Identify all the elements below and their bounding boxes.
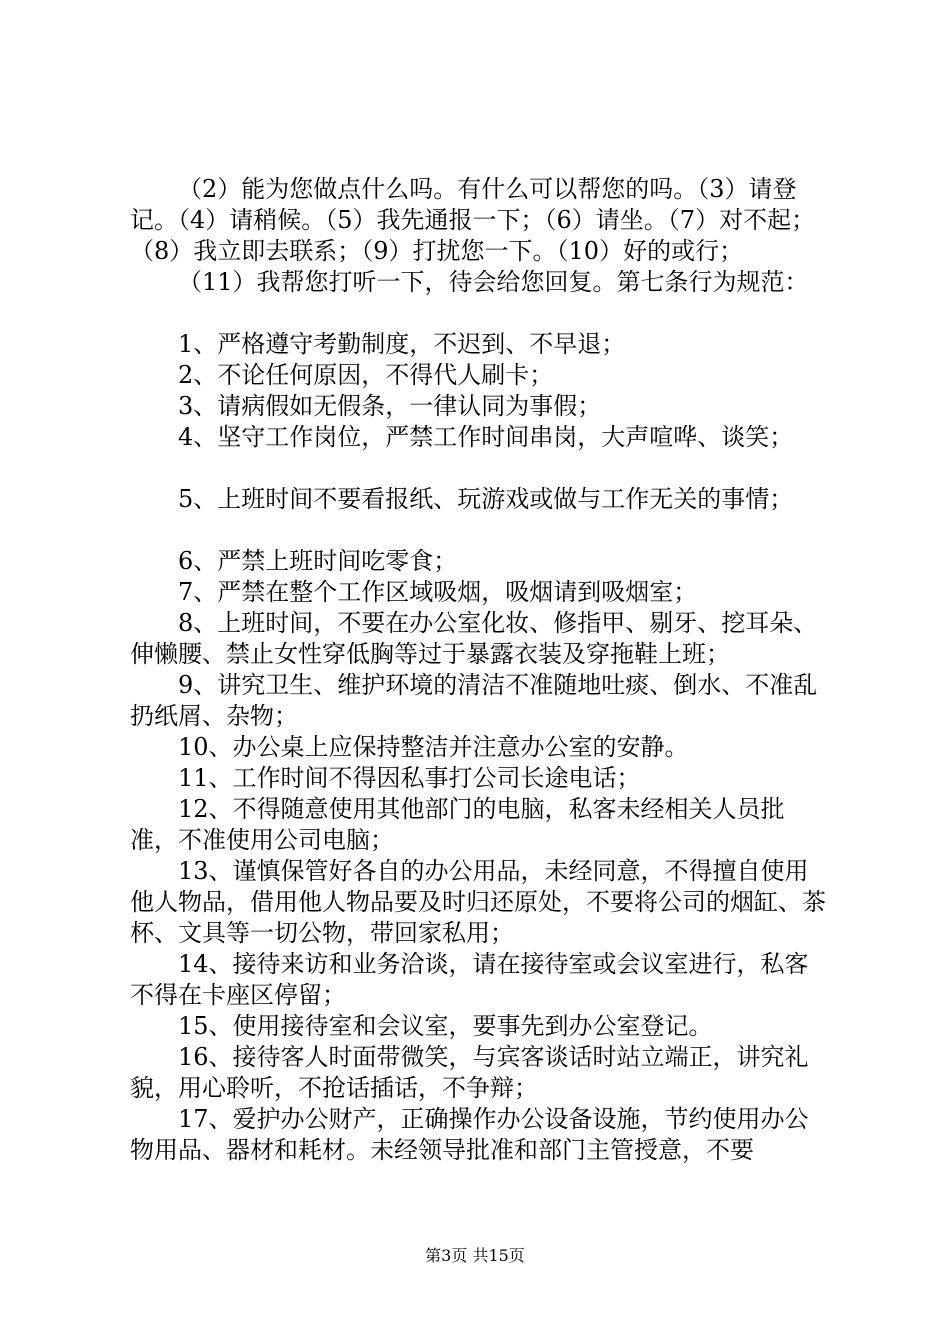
rule-item-12: 12、不得随意使用其他部门的电脑，私客未经相关人员批准，不准使用公司电脑； xyxy=(130,795,785,854)
rule-item-17: 17、爱护办公财产，正确操作办公设备设施，节约使用办公物用品、器材和耗材。未经领导批准和部门主管授意，不要 xyxy=(130,1105,809,1164)
rule-item-8: 8、上班时间，不要在办公室化妆、修指甲、剔牙、挖耳朵、伸懒腰、禁止女性穿低胸等过于暴露衣装及穿拖鞋上班； xyxy=(130,609,818,668)
rule-item-7: 7、严禁在整个工作区域吸烟，吸烟请到吸烟室； xyxy=(178,578,698,606)
rule-item-15: 15、使用接待室和会议室，要事先到办公室登记。 xyxy=(178,1012,713,1040)
page-number-footer: 第3页 共15页 xyxy=(425,1246,525,1265)
rule-item-10: 10、办公桌上应保持整洁并注意办公室的安静。 xyxy=(178,733,689,761)
rule-item-13: 13、谨慎保管好各自的办公用品，未经同意，不得擅自使用他人物品，借用他人物品要及时归还原处，不要将公司的烟缸、茶杯、文具等一切公物，带回家私用； xyxy=(130,857,826,947)
rule-item-11: 11、工作时间不得因私事打公司长途电话； xyxy=(178,764,641,792)
paragraph-courtesy-phrases: （2）能为您做点什么吗。有什么可以帮您的吗。（3）请登记。（4）请稍候。（5）我先通报一下；（6）请坐。（7）对不起；（8）我立即去联系；（9）打扰您一下。（10）好的或行； xyxy=(130,175,816,265)
document-body xyxy=(130,174,830,1166)
rule-item-6: 6、严禁上班时间吃零食； xyxy=(178,547,458,575)
rule-item-16: 16、接待客人时面带微笑，与宾客谈话时站立端正，讲究礼貌，用心聆听，不抢话插话，不争辩； xyxy=(130,1043,809,1102)
rule-item-1: 1、严格遵守考勤制度，不迟到、不早退； xyxy=(178,330,626,358)
paragraph-courtesy-phrases-cont: （11）我帮您打听一下，待会给您回复。第七条行为规范： xyxy=(178,268,809,296)
rule-item-5: 5、上班时间不要看报纸、玩游戏或做与工作无关的事情； xyxy=(178,485,794,513)
rule-item-2: 2、不论任何原因，不得代人刷卡； xyxy=(178,361,554,389)
rule-item-3: 3、请病假如无假条，一律认同为事假； xyxy=(178,392,602,420)
rule-item-9: 9、讲究卫生、维护环境的清洁不准随地吐痰、倒水、不准乱扔纸屑、杂物； xyxy=(130,671,818,730)
rule-item-14: 14、接待来访和业务洽谈，请在接待室或会议室进行，私客不得在卡座区停留； xyxy=(130,950,809,1009)
rule-item-4: 4、坚守工作岗位，严禁工作时间串岗，大声喧哗、谈笑； xyxy=(178,423,794,451)
